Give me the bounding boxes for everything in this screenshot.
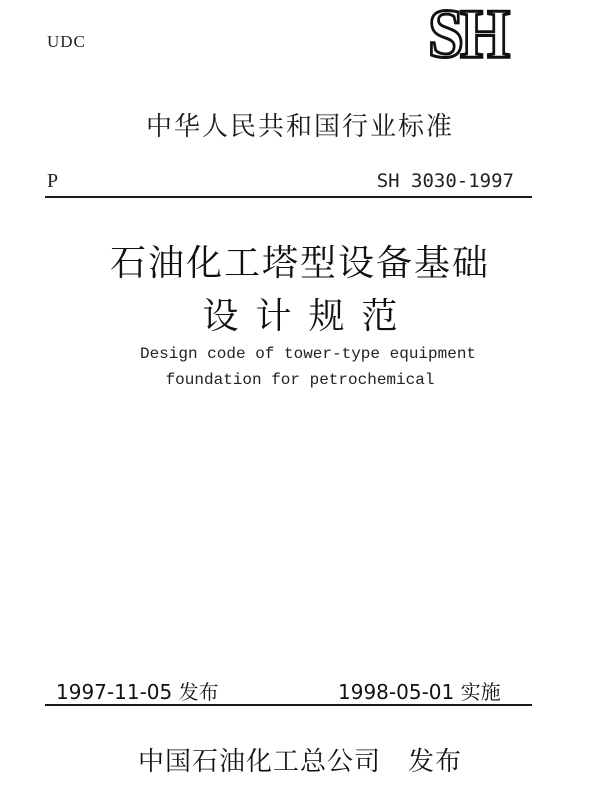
document-title-line-1: 石油化工塔型设备基础 bbox=[109, 243, 490, 284]
effective-date: 1998-05-01 实施 bbox=[338, 680, 501, 704]
english-title-line-2: foundation for petrochemical bbox=[165, 371, 435, 389]
industry-standard-heading: 中华人民共和国行业标准 bbox=[145, 112, 454, 142]
udc-label: UDC bbox=[47, 32, 86, 51]
document-title-line-2: 设计规范 bbox=[202, 296, 415, 337]
issue-date: 1997-11-05 发布 bbox=[56, 680, 219, 704]
classification-code: P bbox=[47, 170, 59, 192]
bottom-divider bbox=[45, 704, 532, 706]
publisher: 中国石油化工总公司 发布 bbox=[137, 747, 462, 777]
standard-number: SH 3030-1997 bbox=[376, 170, 514, 192]
sh-logo: SH bbox=[428, 0, 507, 73]
english-title-line-1: Design code of tower-type equipment bbox=[139, 345, 477, 363]
top-divider bbox=[45, 196, 532, 198]
